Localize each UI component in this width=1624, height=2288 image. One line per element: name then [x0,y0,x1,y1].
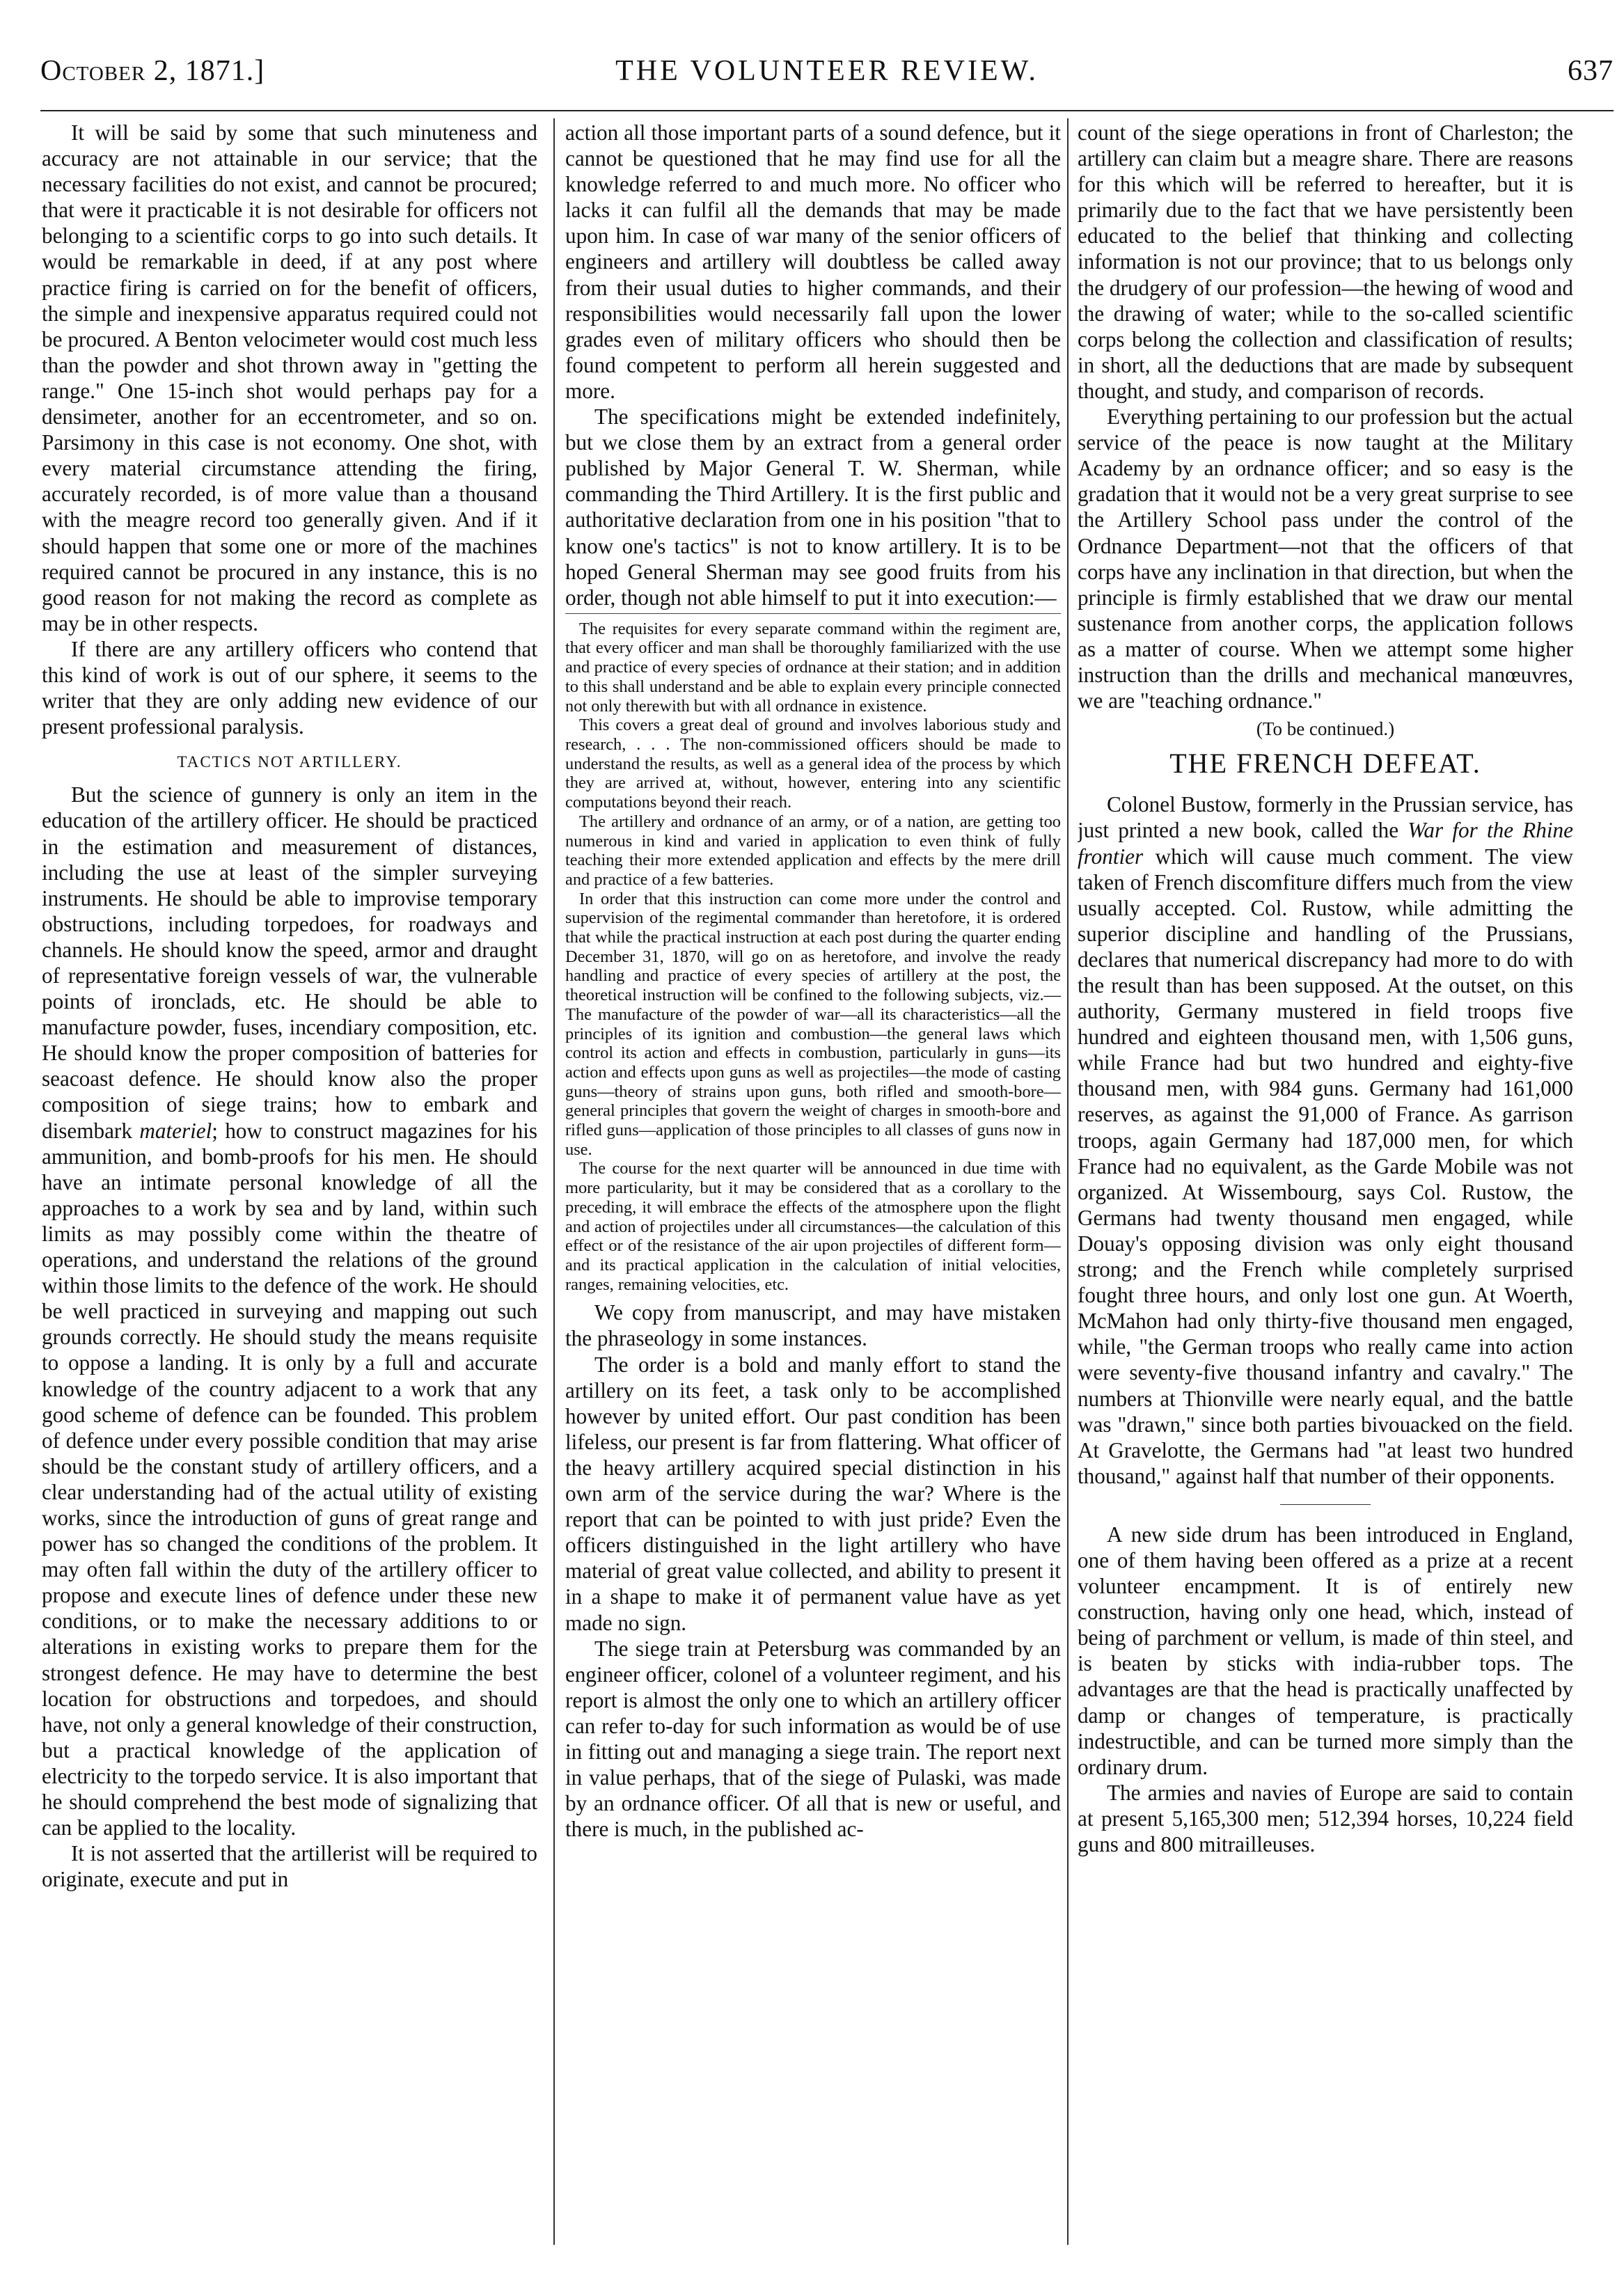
to-be-continued-note: (To be continued.) [1256,718,1395,740]
paragraph [1078,791,1573,1489]
section-subheading: TACTICS NOT ARTILLERY. [177,753,402,771]
paragraph-text: But the science of gunnery is only an item in the education of the artillery officer. He should be practiced in the estimation and measurement of distances, including the use at least of the simpler surveying instruments. He should be able to improvise temporary obstructions, including torpedoes, for roadways and channels. He should know the speed, armor and draught of representative foreign vessels of war, the vulnerable points of ironclads, etc. He should be able to manufacture powder, fuses, incendiary composition, etc. He should know the proper composition of batteries for seacoast defence. He should know also the proper composition of siege trains; how to embark and disembark [42,782,537,1143]
paragraph: Everything pertaining to our profession but the actual service of the peace is now taught at the Military Academy by an ordnance officer; and so easy is the gradation that it would not be a very great surprise to see the Artillery School pass under the control of the Ordnance Department—not that the officers of that corps have any inclination in that direction, but when the principle is firmly established that we draw our mental sustenance from another corps, the application follows as a matter of course. When we attempt some higher instruction than the drills and mechanical manœuvres, we are "teaching ordnance." [1078,404,1573,713]
quote-paragraph: The artillery and ordnance of an army, or of a nation, are getting too numerous in kind and varied in application to even think of fully teaching their more extended application and effects by the mere drill and practice of a few batteries. [565,812,1061,889]
quote-paragraph: This covers a great deal of ground and involves laborious study and research, . . . The non-commissioned officers should be made to understand the results, as well as a general idea of the process by which they are arrived at, without, however, entering into any scientific computations beyond their reach. [565,716,1061,812]
column-3 [1078,120,1573,2243]
publication-title: THE VOLUNTEER REVIEW. [615,55,1039,87]
column-1 [42,120,537,2243]
paragraph: We copy from manuscript, and may have mistaken the phraseology in some instances. [565,1300,1061,1351]
paragraph: If there are any artillery officers who contend that this kind of work is out of our sphere, it seems to the writer that they are only adding new evidence of our present professional paralysis. [42,636,537,739]
quote-rule [565,613,1061,614]
paragraph: action all those important parts of a sound defence, but it cannot be questioned that he may find use for all the knowledge referred to and much more. No officer who lacks it can fulfil all the demands that may be made upon him. In case of war many of the senior officers of engineers and artillery will doubtless be called away from their usual duties to higher commands, and their responsibilities would necessarily fall upon the lower grades even of military officers who should then be found competent to perform all herein suggested and more. [565,120,1061,403]
general-order-extract [565,620,1061,1295]
page-header [40,54,1614,96]
paragraph: It will be said by some that such minuteness and accuracy are not attainable in our service; that the necessary facilities do not exist, and cannot be procured; that were it practicable it is not desirable for officers not belonging to a scientific corps to go into such details. It would be remarkable in deed, if at any post where practice firing is carried on for the benefit of officers, the simple and inexpensive apparatus required could not be procured. A Benton velocimeter would cost much less than the powder and shot thrown away in "getting the range." One 15-inch shot would perhaps pay for a densimeter, another for an eccentrometer, and so on. Parsimony in this case is not economy. One shot, with every material circumstance attending the firing, accurately recorded, is of more value than a thousand with the meagre record too generally given. And if it should happen that some one or more of the machines required cannot be procured in any instance, this is no good reason for not making the record as complete as may be in other respects. [42,120,537,636]
header-rule [40,110,1614,111]
quote-paragraph: In order that this instruction can come more under the control and supervision of the regimental commander than heretofore, it is ordered that while the practical instruction at each post during the quarter ending December 31, 1870, will go on as heretofore, and involve the ready handling and practice of every species of artillery at the post, the theoretical instruction will be confined to the following subjects, viz.— The manufacture of the powder of war—all its characteristics—all the principles of its ignition and combustion—the general laws which control its action and effects in combustion, particularly in guns—its action and effects upon guns as well as projectiles—the mode of casting guns—theory of strains upon guns, both rifled and smooth-bore—general principles that govern the weight of charges in smooth-bore and rifled guns—application of those principles to all classes of guns now in use. [565,889,1061,1159]
italic-term: materiel [139,1118,212,1143]
quote-paragraph: The requisites for every separate command within the regiment are, that every officer and man shall be thoroughly familiarized with the use and practice of every species of ordnance at their station; and in addition to this shall understand and be able to explain every principle connected not only therewith but with all ordnance in existence. [565,619,1061,716]
paragraph: It is not asserted that the artillerist will be required to originate, execute and put in [42,1841,537,1892]
quote-paragraph: The course for the next quarter will be announced in due time with more particularity, but it may be considered that as a corollary to the preceding, it will embrace the effects of the atmosphere upon the flight and action of projectiles under all circumstances—the calculation of this effect or of the resistance of the air upon projectiles of different form—and its practical application in the calculation of initial velocities, ranges, remaining velocities, etc. [565,1159,1061,1294]
article-headline: THE FRENCH DEFEAT. [1169,748,1481,780]
paragraph-text: ; how to construct magazines for his ammunition, and bomb-proofs for his men. He should have an intimate personal knowledge of all the approaches to a work by sea and by land, within such limits as may possibly come within the theatre of operations, and understand the relations of the ground within those limits to the defence of the work. He should be well practiced in surveying and mapping out such grounds correctly. He should study the means requisite to oppose a landing. It is only by a full and accurate knowledge of the country adjacent to a work that any good scheme of defence can be founded. This problem of defence under every possible condition that may arise should be the constant study of artillery officers, and a clear understanding had of the actual utility of existing works, since the introduction of guns of great range and power has so changed the conditions of the problem. It may often fall within the duty of the artillery officer to propose and execute lines of defence under these new conditions, or to make the necessary additions to or alterations in existing works to prepare them for the strongest defence. He may have to determine the best location for obstructions and torpedoes, and should have, not only a general knowledge of their construction, but a practical knowledge of the application of electricity to the torpedo service. It is also important that he should comprehend the best mode of signalizing that can be applied to the locality. [42,1118,537,1840]
article-separator [1280,1504,1371,1505]
paragraph: A new side drum has been introduced in England, one of them having been offered as a prize at a recent volunteer encampment. It is of entirely new construction, having only one head, which, instead of being of parchment or vellum, is made of thin steel, and is beaten by sticks with india-rubber tops. The advantages are that the head is practically unaffected by damp or changes of temperature, is practically indestructible, and can be turned more simply than the ordinary drum. [1078,1522,1573,1779]
book-title: War for the Rhine frontier [1078,818,1573,869]
page-number: 637 [1568,55,1614,87]
paragraph: The armies and navies of Europe are said to contain at present 5,165,300 men; 512,394 horses, 10,224 field guns and 800 mitrailleuses. [1078,1780,1573,1856]
paragraph-text: which will cause much comment. The view taken of French discomfiture differs much from the view usually accepted. Col. Rustow, while admitting the superior discipline and handling of the Prussians, declares that numerical discrepancy had more to do with the result than has been supposed. At the outset, on this authority, Germany mustered in field troops five hundred and eighteen thousand men, with 1,506 guns, while France had but two hundred and eighty-five thousand men, with 984 guns. Germany had 161,000 reserves, as against the 91,000 of France. As garrison troops, again Germany had 187,000 men, for which France had no equivalent, as the Garde Mobile was not organized. At Wissembourg, says Col. Rustow, the Germans had twenty thousand men engaged, while Douay's opposing division was only eight thousand strong; and the French while completely surprised fought three hours, and only lost one gun. At Woerth, McMahon had only thirty-five thousand men engaged, while, "the German troops who really came into action were seventy-five thousand infantry and cavalry." The numbers at Thionville were nearly equal, and the battle was "drawn," since both parties bivouacked on the field. At Gravelotte, the Germans had "at least two hundred thousand," against half that number of their opponents. [1078,844,1573,1488]
paragraph [42,782,537,1840]
issue-date: October 2, 1871.] [40,55,265,87]
column-2 [565,120,1061,2243]
paragraph: count of the siege operations in front of Charleston; the artillery can claim but a meagre share. There are reasons for this which will be referred to hereafter, but it is primarily due to the fact that we have persistently been educated to the belief that thinking and collecting information is not our province; that to us belongs only the drudgery of our profession—the hewing of wood and the drawing of water; while to the so-called scientific corps belong the collection and classification of results; in short, all the deductions that are made by subsequent thought, and study, and comparison of records. [1078,120,1573,403]
column-divider [1067,118,1069,2245]
paragraph: The siege train at Petersburg was commanded by an engineer officer, colonel of a volunteer regiment, and his report is almost the only one to which an artillery officer can refer to-day for such information as would be of use in fitting out and managing a siege train. The report next in value perhaps, that of the siege of Pulaski, was made by an ordnance officer. Of all that is new or useful, and there is much, in the published ac- [565,1636,1061,1842]
paragraph-text: Colonel Bustow, formerly in the Prussian service, has just printed a new book, called the [1078,792,1573,843]
paragraph: The order is a bold and manly effort to stand the artillery on its feet, a task only to be accomplished however by united effort. Our past condition has been lifeless, our present is far from flattering. What officer of the heavy artillery acquired special distinction in his own arm of the service during the war? Where is the report that can be pointed to with just pride? Even the officers distinguished in the light artillery who have material of great value collected, and ability to present it in a shape to make it of permanent value have as yet made no sign. [565,1352,1061,1635]
paragraph: The specifications might be extended indefinitely, but we close them by an extract from a general order published by Major General T. W. Sherman, while commanding the Third Artillery. It is the first public and authoritative declaration from one in his position "that to know one's tactics" is not to know artillery. It is to be hoped General Sherman may see good fruits from his order, though not able himself to put it into execution:— [565,404,1061,610]
column-divider [553,118,555,2245]
